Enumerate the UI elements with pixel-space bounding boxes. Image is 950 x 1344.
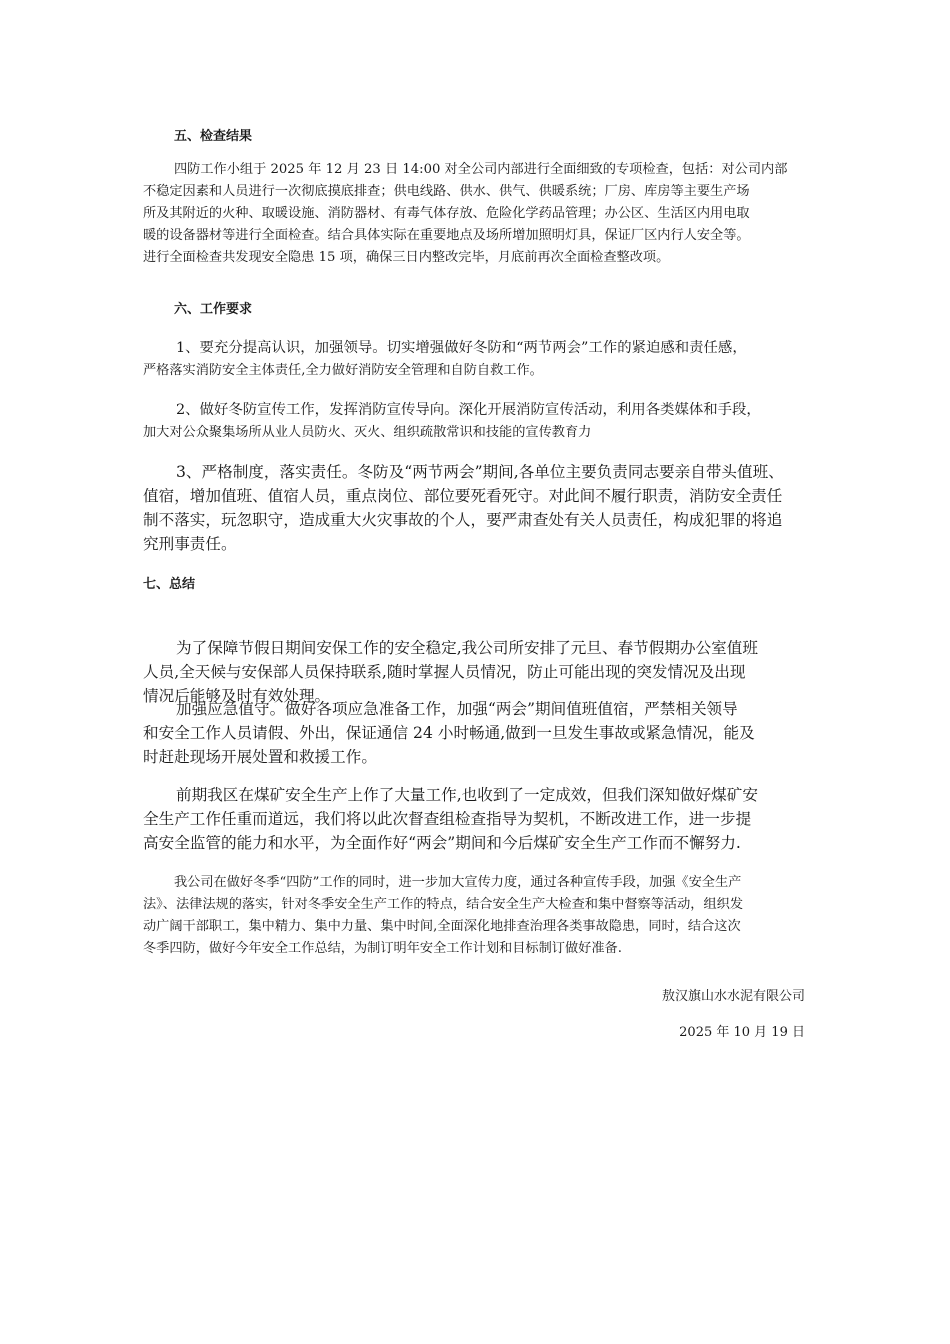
summary-paragraph-2	[143, 697, 808, 769]
requirement-item-3	[143, 460, 808, 556]
paragraph-line: 暖的设备器材等进行全面检查。结合具体实际在重要地点及场所增加照明灯具，保证厂区内行人安全等。	[143, 228, 750, 243]
paragraph-line: 高安全监管的能力和水平，为全面作好“两会”期间和今后煤矿安全生产工作而不懈努力.	[143, 834, 741, 852]
paragraph-line: 法》、法律法规的落实，针对冬季安全生产工作的特点，结合安全生产大检查和集中督察等活动，组织发	[143, 897, 744, 912]
requirement-item-1	[143, 336, 808, 382]
company-name: 敖汉旗山水水泥有限公司	[661, 989, 805, 1004]
requirement-item-2	[143, 398, 808, 444]
paragraph-line: 前期我区在煤矿安全生产上作了大量工作,也收到了一定成效，但我们深知做好煤矿安	[176, 786, 758, 804]
paragraph-line: 2、做好冬防宣传工作，发挥消防宣传导向。深化开展消防宣传活动，利用各类媒体和手段，	[176, 402, 761, 418]
paragraph-line: 和安全工作人员请假、外出，保证通信 24 小时畅通,做到一旦发生事故或紧急情况，能及	[143, 724, 755, 742]
paragraph-line: 情况后能够及时有效处理。	[143, 687, 331, 705]
paragraph-line: 制不落实，玩忽职守，造成重大火灾事故的个人，要严肃查处有关人员责任，构成犯罪的将追	[143, 511, 783, 529]
paragraph-line: 动广阔干部职工，集中精力、集中力量、集中时间,全面深化地排查治理各类事故隐患，同时，结合这次	[143, 919, 741, 934]
paragraph-line: 进行全面检查共发现安全隐患 15 项，确保三日内整改完毕，月底前再次全面检查整改项。	[143, 250, 670, 265]
paragraph-line: 不稳定因素和人员进行一次彻底摸底排查；供电线路、供水、供气、供暖系统；厂房、库房等主要生产场	[143, 184, 750, 199]
inspection-results-paragraph	[143, 159, 808, 269]
paragraph-line: 为了保障节假日期间安保工作的安全稳定,我公司所安排了元旦、春节假期办公室值班	[176, 639, 758, 657]
paragraph-line: 人员,全天候与安保部人员保持联系,随时掌握人员情况，防止可能出现的突发情况及出现	[143, 663, 746, 681]
paragraph-line: 究刑事责任。	[143, 535, 237, 553]
summary-paragraph-4	[143, 872, 808, 960]
paragraph-line: 加大对公众聚集场所从业人员防火、灭火、组织疏散常识和技能的宣传教育力	[143, 425, 592, 440]
section-heading-work-requirements: 六、工作要求	[174, 302, 253, 317]
paragraph-line: 加强应急值守。做好各项应急准备工作，加强“两会”期间值班值宿，严禁相关领导	[176, 700, 738, 718]
paragraph-line: 值宿，增加值班、值宿人员，重点岗位、部位要死看死守。对此间不履行职责，消防安全责任	[143, 487, 783, 505]
paragraph-line: 全生产工作任重而道远，我们将以此次督查组检查指导为契机，不断改进工作，进一步提	[143, 810, 752, 828]
paragraph-line: 所及其附近的火种、取暖设施、消防器材、有毒气体存放、危险化学药品管理；办公区、生活区内用电取	[143, 206, 750, 221]
paragraph-line: 1、要充分提高认识，加强领导。切实增强做好冬防和“两节两会”工作的紧迫感和责任感，	[176, 340, 747, 356]
document-date: 2025 年 10 月 19 日	[679, 1025, 805, 1040]
paragraph-line: 冬季四防，做好今年安全工作总结，为制订明年安全工作计划和目标制订做好准备.	[143, 941, 622, 956]
paragraph-line: 四防工作小组于 2025 年 12 月 23 日 14:00 对全公司内部进行全面细致的专项检查，包括：对公司内部	[174, 162, 788, 177]
document-page	[143, 0, 808, 1344]
paragraph-line: 3、严格制度，落实责任。冬防及“两节两会”期间,各单位主要负责同志要亲自带头值班、	[176, 463, 784, 481]
section-heading-summary: 七、总结	[143, 577, 196, 592]
paragraph-line: 时赶赴现场开展处置和救援工作。	[143, 748, 377, 766]
section-heading-inspection-results: 五、检查结果	[174, 129, 253, 144]
summary-paragraph-3	[143, 783, 808, 855]
paragraph-line: 我公司在做好冬季“四防”工作的同时，进一步加大宣传力度，通过各种宣传手段，加强《安全生产	[174, 875, 742, 890]
paragraph-line: 严格落实消防安全主体责任,全力做好消防安全管理和自防自救工作。	[143, 363, 543, 378]
